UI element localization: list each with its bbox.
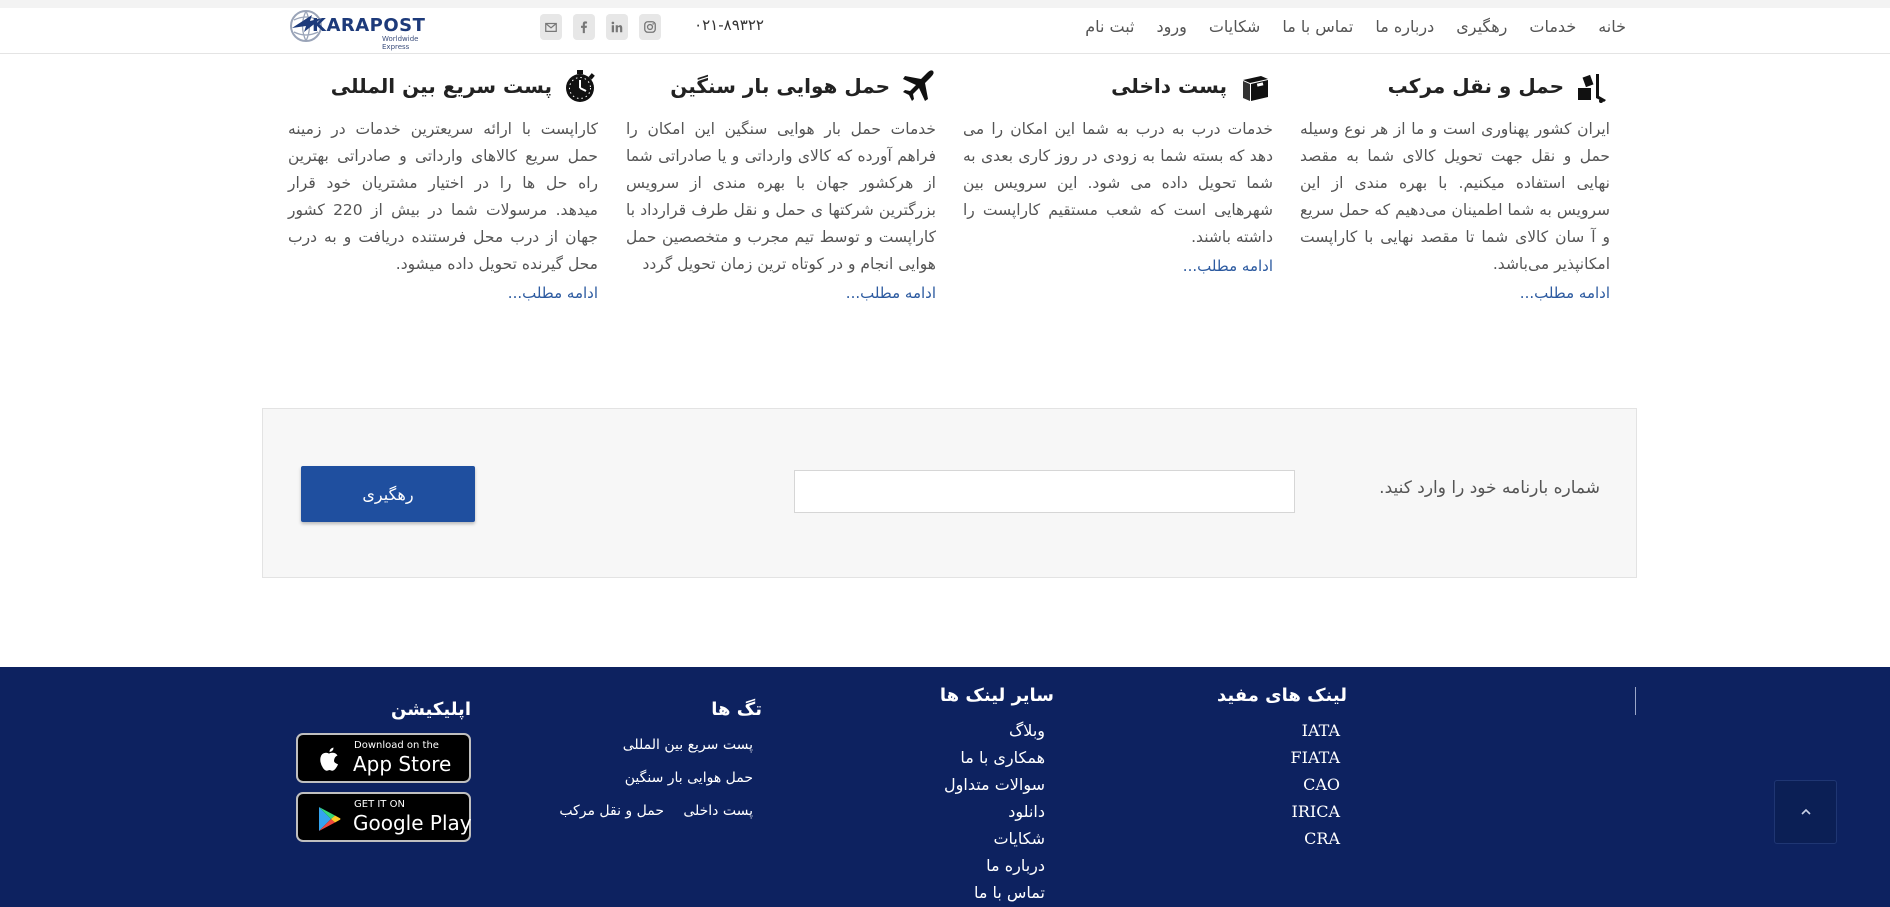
google-play-name: Google Play xyxy=(353,811,472,835)
tracking-panel xyxy=(262,408,1637,578)
footer-divider xyxy=(1635,687,1636,715)
footer-link-fiata[interactable]: FIATA xyxy=(1290,748,1340,767)
top-strip xyxy=(0,0,1890,8)
service-title: پست داخلی xyxy=(1111,74,1227,98)
google-play-icon xyxy=(314,804,344,834)
tag-air-freight[interactable]: حمل هوایی بار سنگین xyxy=(624,770,753,786)
site-logo[interactable] xyxy=(290,8,442,51)
footer-link-cao[interactable]: CAO xyxy=(1303,775,1340,794)
app-column xyxy=(271,699,471,720)
tracking-button[interactable]: رهگیری xyxy=(301,466,475,522)
logo-tagline: Worldwide Express xyxy=(382,35,419,51)
footer-link-download[interactable]: دانلود xyxy=(1008,802,1045,821)
nav-login[interactable]: ورود xyxy=(1156,17,1187,36)
nav-tracking[interactable]: رهگیری xyxy=(1456,17,1508,36)
read-more-link[interactable]: ادامه مطلب... xyxy=(845,284,936,302)
service-title: حمل و نقل مرکب xyxy=(1387,74,1564,98)
box-icon xyxy=(1237,68,1273,104)
footer-link-irica[interactable]: IRICA xyxy=(1291,802,1340,821)
stopwatch-icon xyxy=(562,68,598,104)
linkedin-icon[interactable] xyxy=(606,14,628,40)
phone-number: ۰۲۱-۸۹۳۲۲ xyxy=(694,16,764,34)
site-footer xyxy=(0,667,1890,907)
nav-about[interactable]: درباره ما xyxy=(1375,17,1435,36)
service-description: کاراپست با ارائه سریعترین خدمات در زمینه حمل سریع کالاهای وارداتی و صادراتی بهترین راه حل ها را در اختیار مشتریان خود قرار میدهد. مرسولات شما در بیش از 220 کشور جهان از درب محل فرستنده دریافت و به درب محل گیرنده تحویل داده میشود. xyxy=(288,120,598,273)
tracking-label: شماره بارنامه خود را وارد کنید. xyxy=(1379,478,1600,498)
google-play-caption: GET IT ON xyxy=(354,799,405,810)
footer-link-about[interactable]: درباره ما xyxy=(986,856,1045,875)
apple-icon xyxy=(314,745,344,775)
other-links-heading: سایر لینک ها xyxy=(939,685,1054,706)
service-international-express xyxy=(288,66,598,302)
service-header xyxy=(288,66,598,106)
app-store-name: App Store xyxy=(353,752,452,776)
transport-cart-icon xyxy=(1574,68,1610,104)
airplane-icon xyxy=(900,68,936,104)
other-links-list xyxy=(845,717,1045,906)
footer-link-iata[interactable]: IATA xyxy=(1301,721,1340,740)
app-store-caption: Download on the xyxy=(354,740,439,751)
logo-wordmark: KARAPOST xyxy=(312,15,426,36)
nav-services[interactable]: خدمات xyxy=(1529,17,1577,36)
nav-register[interactable]: ثبت نام xyxy=(1085,17,1135,36)
useful-links-list xyxy=(1270,717,1340,852)
nav-contact[interactable]: تماس با ما xyxy=(1282,17,1354,36)
footer-link-blog[interactable]: وبلاگ xyxy=(1008,721,1045,740)
service-description: خدمات درب به درب به شما این امکان را می دهد که بسته شما به زودی در روز کاری بعدی به شما تحویل داده می شود. این سرویس بین شهرهایی است که شعب مستقیم کاراپست را داشته باشند. xyxy=(963,120,1273,246)
mail-icon[interactable] xyxy=(540,14,562,40)
nav-home[interactable]: خانه xyxy=(1598,17,1626,36)
site-header xyxy=(0,8,1890,54)
app-heading: اپلیکیشن xyxy=(391,699,471,720)
service-air-freight xyxy=(626,66,936,302)
other-links-column xyxy=(854,685,1054,706)
footer-link-complaints[interactable]: شکایات xyxy=(993,829,1045,848)
read-more-link[interactable]: ادامه مطلب... xyxy=(1182,257,1273,275)
service-title: حمل هوایی بار سنگین xyxy=(670,74,890,98)
tag-international-express[interactable]: پست سریع بین المللی xyxy=(622,737,753,753)
footer-link-cooperation[interactable]: همکاری با ما xyxy=(960,748,1045,767)
service-header xyxy=(626,66,936,106)
service-header xyxy=(963,66,1273,106)
tags-column xyxy=(562,699,762,720)
scroll-to-top-button[interactable] xyxy=(1774,780,1837,844)
google-play-badge[interactable] xyxy=(296,792,471,842)
nav-complaints[interactable]: شکایات xyxy=(1208,17,1261,36)
service-multimodal xyxy=(1300,66,1610,302)
tag-domestic[interactable]: پست داخلی xyxy=(683,803,753,819)
useful-links-column xyxy=(1147,685,1347,706)
tags-heading: تگ ها xyxy=(711,699,762,720)
service-domestic xyxy=(963,66,1273,275)
read-more-link[interactable]: ادامه مطلب... xyxy=(507,284,598,302)
footer-link-faq[interactable]: سوالات متداول xyxy=(944,775,1045,794)
facebook-icon[interactable] xyxy=(573,14,595,40)
service-description: ایران کشور پهناوری است و ما از هر نوع وسیله حمل و نقل جهت تحویل کالای شما به مقصد نهایی استفاده میکنیم. با بهره مندی از این سرویس به شما اطمینان می‌دهیم که حمل سریع و آ سان کالای شما تا مقصد نهایی با کاراپست امکانپذیر می‌باشد. xyxy=(1300,120,1610,273)
footer-link-contact[interactable]: تماس با ما xyxy=(973,883,1045,902)
tag-multimodal[interactable]: حمل و نقل مرکب xyxy=(559,803,664,819)
service-header xyxy=(1300,66,1610,106)
footer-link-cra[interactable]: CRA xyxy=(1304,829,1340,848)
app-store-badge[interactable] xyxy=(296,733,471,783)
main-nav xyxy=(1085,14,1626,40)
service-description: خدمات حمل بار هوایی سنگین این امکان را فراهم آورده که کالای وارداتی و یا صادراتی شما از هرکشور جهان با بهره مندی از سرویس بزرگترین شرکتها ی حمل و نقل طرف قرارداد با کاراپست و توسط تیم مجرب و متخصصین حمل هوایی انجام و در کوتاه ترین زمان تحویل گردد xyxy=(626,120,936,273)
service-title: پست سریع بین المللی xyxy=(330,74,552,98)
useful-links-heading: لینک های مفید xyxy=(1217,685,1347,706)
chevron-up-icon xyxy=(1799,807,1813,817)
read-more-link[interactable]: ادامه مطلب... xyxy=(1519,284,1610,302)
waybill-input[interactable] xyxy=(794,470,1295,513)
instagram-icon[interactable] xyxy=(639,14,661,40)
